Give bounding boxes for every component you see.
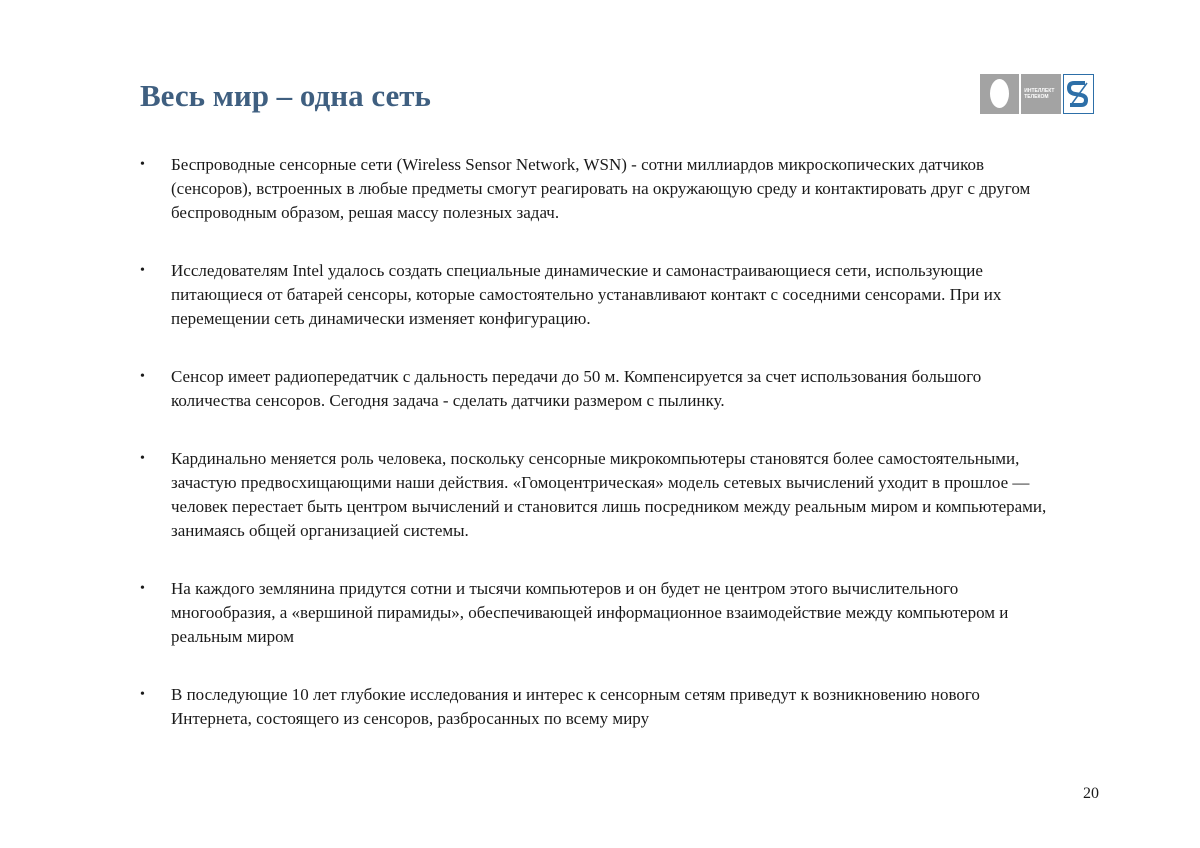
logo-wordmark bbox=[1021, 74, 1060, 114]
bullet-text-2: Исследователям Intel удалось создать специальные динамические и самонастраивающиеся сети, использующие питающиеся от батарей сенсоры, которые самостоятельно устанавливают контакт с соседними сенсорами. При их перемещении сеть динамически изменяет конфигурацию. bbox=[171, 261, 1002, 328]
bullet-dot: • bbox=[140, 369, 145, 384]
logo-text-line-1: ИНТЕЛЛЕКТ bbox=[1024, 88, 1055, 94]
logo-oval-icon bbox=[990, 79, 1009, 108]
logo-egg-mark bbox=[980, 74, 1019, 114]
bullet-dot: • bbox=[140, 263, 145, 278]
bullet-dot: • bbox=[140, 157, 145, 172]
logo-s-icon bbox=[1063, 74, 1094, 114]
bullet-dot: • bbox=[140, 687, 145, 702]
bullet-item-6 bbox=[140, 683, 1060, 731]
logo-text-line-2: ТЕЛЕКОМ bbox=[1024, 94, 1049, 100]
slide-title: Весь мир – одна сеть bbox=[140, 78, 431, 113]
bullet-text-5: На каждого землянина придутся сотни и тысячи компьютеров и он будет не центром этого вычислительного многообразия, а «вершиной пирамиды», обеспечивающей информационное взаимодействие между компьютером и реальным миром bbox=[171, 579, 1009, 646]
bullet-text-4: Кардинально меняется роль человека, поскольку сенсорные микрокомпьютеры становятся более самостоятельными, зачастую предвосхищающими наши действия. «Гомоцентрическая» модель сетевых вычислений уходит в прошлое — человек перестает быть центром вычислений и становится лишь посредником между реальным миром и компьютерами, занимаясь общей организацией системы. bbox=[171, 449, 1047, 540]
bullet-text-6: В последующие 10 лет глубокие исследования и интерес к сенсорным сетям приведут к возникновению нового Интернета, состоящего из сенсоров, разбросанных по всему миру bbox=[171, 685, 980, 728]
bullet-dot: • bbox=[140, 451, 145, 466]
bullet-text-1: Беспроводные сенсорные сети (Wireless Sensor Network, WSN) - сотни миллиардов микроскопических датчиков (сенсоров), встроенных в любые предметы смогут реагировать на окружающую среду и контактировать друг с другом беспроводным образом, решая массу полезных задач. bbox=[171, 155, 1031, 222]
bullet-item-4 bbox=[140, 447, 1060, 543]
page-number: 20 bbox=[1083, 785, 1099, 802]
bullet-dot: • bbox=[140, 581, 145, 596]
bullet-item-1 bbox=[140, 153, 1060, 225]
company-logo bbox=[980, 74, 1094, 114]
bullet-text-3: Сенсор имеет радиопередатчик с дальность передачи до 50 м. Компенсируется за счет использования большого количества сенсоров. Сегодня задача - сделать датчики размером с пылинку. bbox=[171, 367, 982, 410]
bullet-item-2 bbox=[140, 259, 1060, 331]
bullet-list bbox=[140, 153, 1060, 731]
bullet-item-5 bbox=[140, 577, 1060, 649]
bullet-item-3 bbox=[140, 365, 1060, 413]
